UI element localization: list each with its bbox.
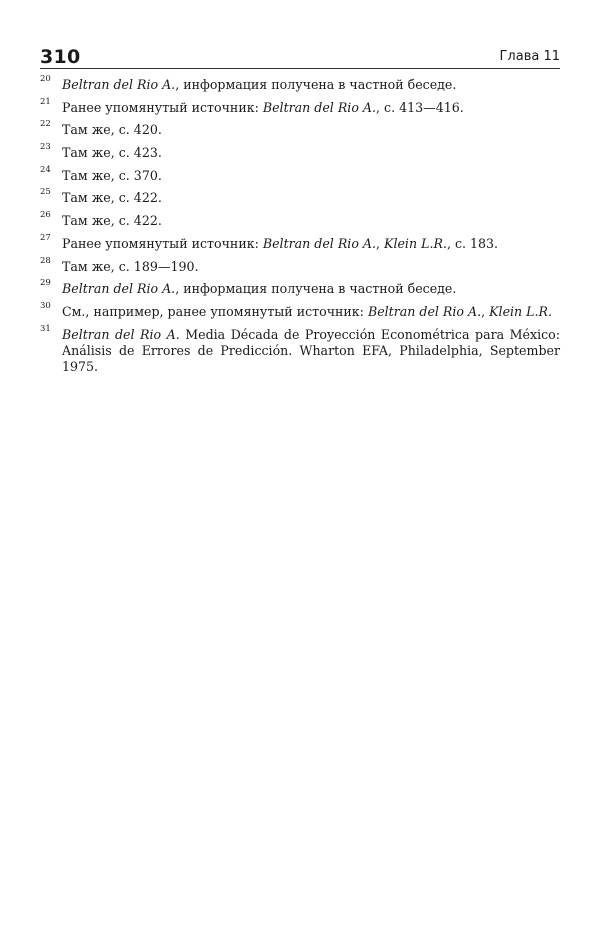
footnote-number: 29	[40, 278, 51, 289]
footnote	[40, 300, 560, 320]
footnote	[40, 74, 560, 93]
footnote	[40, 164, 560, 184]
footnote-number: 22	[40, 119, 51, 130]
footnote-italic-text: Beltran del Rio A.	[262, 99, 377, 115]
chapter-title: Глава 11	[499, 49, 560, 64]
footnote-text: Media Década de Proyección Econométrica para México: Análisis de Errores de Predicción. Wharton EFA, Philadelphia, September 1975.	[62, 326, 560, 374]
footnote-text: ,	[376, 235, 385, 251]
footnote-text: , с. 413—416.	[376, 99, 464, 115]
footnote-italic-text: Beltran del Rio A.	[62, 326, 180, 342]
footnote-text: Там же, с. 420.	[62, 122, 162, 138]
footnote-text: , с. 183.	[446, 235, 499, 251]
footnote-text: Там же, с. 423.	[62, 145, 162, 161]
footnote-number: 24	[40, 164, 51, 175]
footnote-number: 25	[40, 187, 51, 198]
footnote-italic-text: Beltran del Rio A.	[62, 281, 176, 297]
footnote	[40, 278, 560, 297]
footnote-number: 20	[40, 74, 51, 84]
footnote-number: 27	[40, 232, 51, 243]
footnote	[40, 255, 560, 275]
footnote	[40, 142, 560, 161]
footnote-number: 31	[40, 323, 51, 334]
footnote	[40, 119, 560, 138]
footnote	[40, 96, 560, 116]
footnote-number: 23	[40, 142, 51, 153]
footnote-number: 30	[40, 300, 51, 311]
page-header	[40, 44, 560, 69]
footnote-text: , информация получена в частной беседе.	[175, 77, 457, 92]
footnote-text: Ранее упомянутый источник:	[62, 99, 263, 115]
page-number: 310	[40, 46, 81, 68]
footnote-text: Там же, с. 422.	[62, 190, 162, 206]
book-page	[40, 44, 560, 381]
footnote-number: 28	[40, 255, 51, 266]
footnote-text: Ранее упомянутый источник:	[62, 235, 263, 251]
footnote-italic-text: Beltran del Rio A.	[62, 77, 176, 92]
footnote-text: Там же, с. 370.	[62, 167, 162, 183]
footnote-text: Там же, с. 189—190.	[62, 258, 199, 274]
footnote	[40, 187, 560, 206]
footnote-text: См., например, ранее упомянутый источник:	[62, 303, 368, 319]
footnote	[40, 232, 560, 252]
footnote-text: , информация получена в частной беседе.	[175, 281, 457, 297]
footnote-italic-text: Klein L.R.	[384, 235, 447, 251]
footnote-italic-text: Klein L.R.	[489, 303, 553, 319]
footnote-text: Там же, с. 422.	[62, 213, 162, 229]
footnote-text: ,	[481, 303, 490, 319]
footnote-number: 26	[40, 210, 51, 221]
footnotes-list	[40, 74, 560, 375]
footnote	[40, 323, 560, 375]
footnote-number: 21	[40, 96, 51, 107]
footnote	[40, 210, 560, 229]
footnote-italic-text: Beltran del Rio A.	[367, 303, 482, 319]
footnote-italic-text: Beltran del Rio A.	[262, 235, 377, 251]
